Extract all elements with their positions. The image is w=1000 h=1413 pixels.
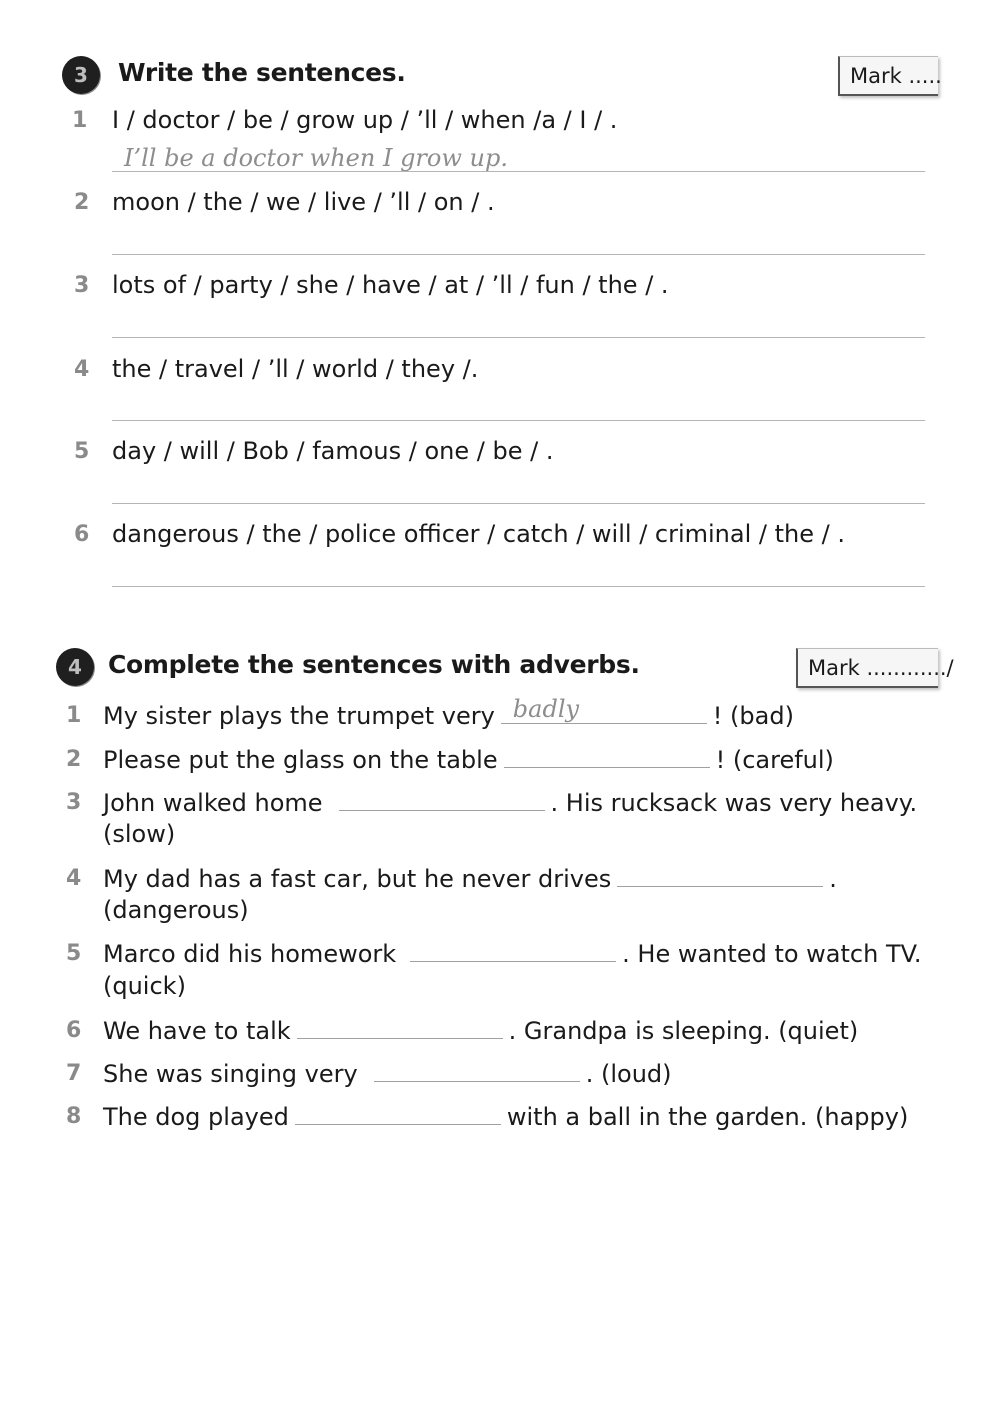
answer-blank[interactable]	[617, 864, 823, 887]
answer-line	[112, 171, 925, 172]
answer-line	[112, 420, 925, 421]
answer-line	[112, 337, 925, 338]
sentence-start: We have to talk	[103, 1017, 291, 1045]
section-title: Write the sentences.	[118, 58, 406, 87]
item-number: 8	[66, 1104, 82, 1129]
sentence-end: . Grandpa is sleeping. (quiet)	[508, 1017, 859, 1045]
item-number: 4	[74, 357, 90, 382]
hint-word: (dangerous)	[103, 896, 249, 924]
item-prompt: moon / the / we / live / ’ll / on / .	[112, 188, 495, 216]
sentence	[103, 864, 837, 893]
item-prompt: day / will / Bob / famous / one / be / .	[112, 437, 554, 465]
answer-blank[interactable]	[501, 695, 707, 724]
answer-line	[112, 586, 925, 587]
item-prompt: the / travel / ’ll / world / they /.	[112, 355, 479, 383]
hint-word: (slow)	[103, 820, 176, 848]
sentence	[103, 695, 794, 730]
answer-blank[interactable]	[410, 939, 616, 962]
sentence-start: She was singing very	[103, 1060, 358, 1088]
section-number-badge: 4	[56, 648, 94, 686]
sentence-end: . His rucksack was very heavy.	[550, 789, 918, 817]
sentence-end: ! (bad)	[712, 702, 794, 730]
sentence-end: . (loud)	[585, 1060, 672, 1088]
sentence	[103, 1016, 858, 1045]
hint-word: (quick)	[103, 972, 186, 1000]
item-prompt: dangerous / the / police officer / catch / will / criminal / the / .	[112, 520, 845, 548]
sentence	[103, 939, 922, 968]
sentence-start: My dad has a fast car, but he never drives	[103, 865, 612, 893]
sentence	[103, 1059, 672, 1088]
answer-blank[interactable]	[504, 745, 710, 768]
item-number: 5	[74, 439, 90, 464]
item-number: 6	[74, 522, 90, 547]
section-title: Complete the sentences with adverbs.	[108, 650, 640, 679]
item-number: 6	[66, 1018, 82, 1043]
mark-label: Mark ............/	[808, 655, 954, 680]
sentence-end: ! (careful)	[715, 746, 834, 774]
item-number: 7	[66, 1061, 82, 1086]
sentence-end: with a ball in the garden. (happy)	[506, 1103, 909, 1131]
answer-text[interactable]: I’ll be a doctor when I grow up.	[124, 144, 508, 172]
mark-box	[838, 56, 942, 96]
item-number: 3	[66, 790, 82, 815]
item-prompt: lots of / party / she / have / at / ’ll / fun / the / .	[112, 271, 669, 299]
item-prompt: I / doctor / be / grow up / ’ll / when /a / I / .	[112, 106, 618, 134]
item-number: 5	[66, 941, 82, 966]
mark-box	[796, 648, 954, 688]
sentence-start: My sister plays the trumpet very	[103, 702, 495, 730]
answer-line	[112, 503, 925, 504]
section-number-badge: 3	[62, 56, 100, 94]
answer-text: badly	[512, 695, 580, 723]
sentence	[103, 788, 917, 817]
sentence-start: John walked home	[103, 789, 323, 817]
sentence-start: The dog played	[103, 1103, 289, 1131]
answer-blank[interactable]	[374, 1059, 580, 1082]
item-number: 3	[74, 273, 90, 298]
item-number: 2	[74, 190, 90, 215]
item-number: 1	[72, 108, 88, 133]
sentence	[103, 1102, 908, 1131]
answer-blank[interactable]	[339, 788, 545, 811]
sentence-end: .	[829, 865, 837, 893]
sentence-start: Please put the glass on the table	[103, 746, 498, 774]
sentence-start: Marco did his homework	[103, 940, 397, 968]
mark-label: Mark .....	[850, 63, 942, 88]
item-number: 2	[66, 747, 82, 772]
item-number: 1	[66, 703, 82, 728]
answer-blank[interactable]	[295, 1102, 501, 1125]
answer-line	[112, 254, 925, 255]
item-number: 4	[66, 866, 82, 891]
sentence-end: . He wanted to watch TV.	[622, 940, 922, 968]
sentence	[103, 745, 834, 774]
answer-blank[interactable]	[297, 1016, 503, 1039]
